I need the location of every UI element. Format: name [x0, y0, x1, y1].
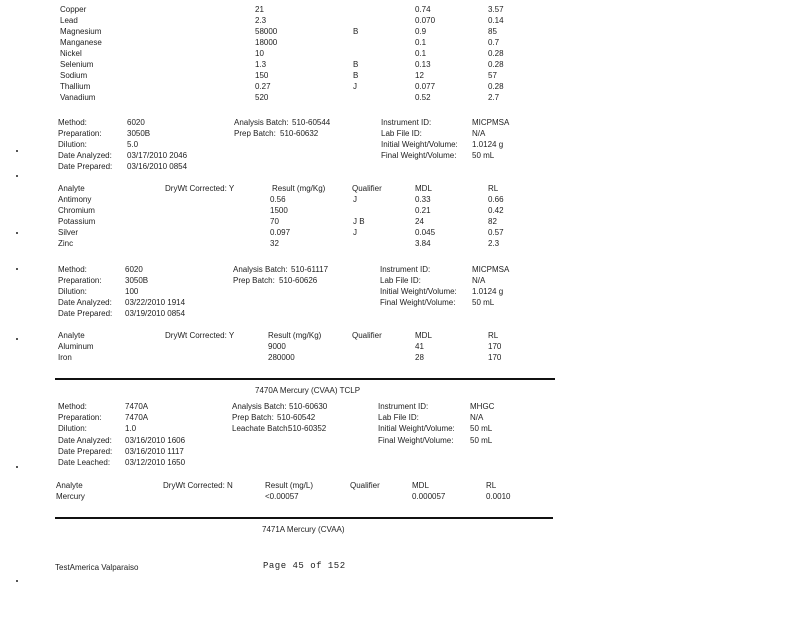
initial-weight-label: Initial Weight/Volume:: [378, 424, 455, 433]
analyte-name: Mercury: [56, 492, 85, 501]
date-prepared-value: 03/19/2010 0854: [125, 309, 186, 318]
analyte-name: Potassium: [58, 217, 96, 226]
prep-batch-value: 510-60626: [279, 276, 318, 285]
col-header-result: Result (mg/L): [265, 481, 314, 490]
rl-value: 57: [488, 71, 497, 80]
dilution-label: Dilution:: [58, 424, 87, 433]
initial-weight-value: 1.0124 g: [472, 287, 504, 296]
date-analyzed-label: Date Analyzed:: [58, 298, 112, 307]
col-header-rl: RL: [488, 331, 499, 340]
col-header-mdl: MDL: [415, 184, 432, 193]
lab-file-value: N/A: [472, 276, 486, 285]
preparation-label: Preparation:: [58, 413, 102, 422]
dilution-value: 1.0: [125, 424, 137, 433]
section-divider: [55, 517, 553, 519]
analyte-name: Silver: [58, 228, 79, 237]
result-value: 10: [255, 49, 264, 58]
col-header-drywt: DryWt Corrected: N: [163, 481, 233, 490]
method-value: 7470A: [125, 402, 149, 411]
method-value: 6020: [127, 118, 145, 127]
result-value: 70: [270, 217, 279, 226]
initial-weight-label: Initial Weight/Volume:: [380, 287, 457, 296]
leachate-batch-value: 510-60352: [288, 424, 327, 433]
rl-value: 0.28: [488, 60, 504, 69]
mdl-value: 0.9: [415, 27, 427, 36]
date-analyzed-value: 03/17/2010 2046: [127, 151, 188, 160]
leachate-batch-label: Leachate Batch:: [232, 424, 290, 433]
analyte-name: Antimony: [58, 195, 92, 204]
lab-file-label: Lab File ID:: [381, 129, 422, 138]
final-weight-value: 50 mL: [472, 298, 495, 307]
preparation-value: 3050B: [125, 276, 149, 285]
result-value: 0.097: [270, 228, 291, 237]
lab-file-value: N/A: [470, 413, 484, 422]
date-prepared-label: Date Prepared:: [58, 447, 113, 456]
mdl-value: 3.84: [415, 239, 431, 248]
result-value: <0.00057: [265, 492, 299, 501]
method-value: 6020: [125, 265, 143, 274]
rl-value: 82: [488, 217, 497, 226]
result-value: 1.3: [255, 60, 267, 69]
footer-company: TestAmerica Valparaiso: [55, 563, 139, 572]
qualifier-value: B: [353, 27, 359, 36]
mdl-value: 0.1: [415, 38, 427, 47]
date-leached-value: 03/12/2010 1650: [125, 458, 186, 467]
col-header-result: Result (mg/Kg): [272, 184, 326, 193]
analyte-name: Aluminum: [58, 342, 94, 351]
date-analyzed-value: 03/22/2010 1914: [125, 298, 186, 307]
col-header-mdl: MDL: [415, 331, 432, 340]
col-header-qualifier: Qualifier: [352, 184, 382, 193]
col-header-analyte: Analyte: [58, 184, 85, 193]
instrument-label: Instrument ID:: [378, 402, 429, 411]
initial-weight-value: 50 mL: [470, 424, 493, 433]
rl-value: 170: [488, 342, 502, 351]
date-prepared-value: 03/16/2010 0854: [127, 162, 188, 171]
final-weight-value: 50 mL: [470, 436, 493, 445]
qualifier-value: J B: [353, 217, 365, 226]
qualifier-value: J: [353, 82, 357, 91]
mdl-value: 24: [415, 217, 424, 226]
preparation-label: Preparation:: [58, 276, 102, 285]
date-prepared-label: Date Prepared:: [58, 309, 113, 318]
footer-page-number: Page 45 of 152: [263, 561, 346, 571]
result-value: 280000: [268, 353, 295, 362]
scan-speck: [16, 268, 18, 270]
rl-value: 2.7: [488, 93, 500, 102]
rl-value: 0.0010: [486, 492, 511, 501]
instrument-value: MICPMSA: [472, 118, 510, 127]
result-value: 0.56: [270, 195, 286, 204]
rl-value: 0.14: [488, 16, 504, 25]
date-analyzed-label: Date Analyzed:: [58, 436, 112, 445]
table-row: [60, 5, 86, 15]
analyte-name: Magnesium: [60, 27, 102, 36]
scan-speck: [16, 150, 18, 152]
preparation-label: Preparation:: [58, 129, 102, 138]
mdl-value: 0.74: [415, 5, 431, 14]
rl-value: 0.42: [488, 206, 504, 215]
mdl-value: 41: [415, 342, 424, 351]
result-value: 2.3: [255, 16, 267, 25]
result-value: 21: [255, 5, 264, 14]
scan-speck: [16, 232, 18, 234]
preparation-value: 3050B: [127, 129, 151, 138]
lab-file-label: Lab File ID:: [378, 413, 419, 422]
result-value: 0.27: [255, 82, 271, 91]
col-header-drywt: DryWt Corrected: Y: [165, 331, 235, 340]
mdl-value: 0.1: [415, 49, 427, 58]
analyte-name: Selenium: [60, 60, 94, 69]
scan-speck: [16, 580, 18, 582]
method-label: Method:: [58, 118, 87, 127]
rl-value: 170: [488, 353, 502, 362]
analysis-batch-label: Analysis Batch:: [233, 265, 288, 274]
prep-batch-label: Prep Batch:: [233, 276, 275, 285]
analyte-name: Zinc: [58, 239, 74, 248]
rl-value: 0.66: [488, 195, 504, 204]
dilution-label: Dilution:: [58, 140, 87, 149]
section-title-mercury-cvaa: 7471A Mercury (CVAA): [262, 525, 345, 534]
initial-weight-value: 1.0124 g: [472, 140, 504, 149]
date-analyzed-value: 03/16/2010 1606: [125, 436, 186, 445]
analyte-name: Lead: [60, 16, 78, 25]
lab-file-value: N/A: [472, 129, 486, 138]
analyte-name: Vanadium: [60, 93, 96, 102]
dilution-label: Dilution:: [58, 287, 87, 296]
qualifier-value: J: [353, 195, 357, 204]
mdl-value: 0.13: [415, 60, 431, 69]
result-value: 1500: [270, 206, 288, 215]
result-value: 520: [255, 93, 269, 102]
rl-value: 0.28: [488, 49, 504, 58]
analyte-name: Manganese: [60, 38, 102, 47]
instrument-value: MHGC: [470, 402, 495, 411]
lab-file-label: Lab File ID:: [380, 276, 421, 285]
rl-value: 85: [488, 27, 497, 36]
initial-weight-label: Initial Weight/Volume:: [381, 140, 458, 149]
analysis-batch-value: 510-60630: [289, 402, 328, 411]
instrument-label: Instrument ID:: [380, 265, 431, 274]
qualifier-value: B: [353, 60, 359, 69]
dilution-value: 100: [125, 287, 139, 296]
col-header-rl: RL: [486, 481, 497, 490]
analysis-batch-label: Analysis Batch:: [232, 402, 287, 411]
mdl-value: 28: [415, 353, 424, 362]
prep-batch-label: Prep Batch:: [234, 129, 276, 138]
mdl-value: 12: [415, 71, 424, 80]
date-prepared-label: Date Prepared:: [58, 162, 113, 171]
method-label: Method:: [58, 265, 87, 274]
result-value: 58000: [255, 27, 278, 36]
mdl-value: 0.52: [415, 93, 431, 102]
date-leached-label: Date Leached:: [58, 458, 111, 467]
col-header-analyte: Analyte: [58, 331, 85, 340]
scan-speck: [16, 466, 18, 468]
col-header-drywt: DryWt Corrected: Y: [165, 184, 235, 193]
analysis-batch-label: Analysis Batch:: [234, 118, 289, 127]
mdl-value: 0.045: [415, 228, 436, 237]
analysis-batch-value: 510-61117: [291, 265, 329, 274]
rl-value: 3.57: [488, 5, 504, 14]
mdl-value: 0.070: [415, 16, 436, 25]
final-weight-label: Final Weight/Volume:: [378, 436, 454, 445]
date-analyzed-label: Date Analyzed:: [58, 151, 112, 160]
rl-value: 0.28: [488, 82, 504, 91]
col-header-result: Result (mg/Kg): [268, 331, 322, 340]
col-header-mdl: MDL: [412, 481, 429, 490]
method-label: Method:: [58, 402, 87, 411]
scan-speck: [16, 175, 18, 177]
result-value: 9000: [268, 342, 286, 351]
qualifier-value: J: [353, 228, 357, 237]
section-title-mercury-tclp: 7470A Mercury (CVAA) TCLP: [255, 386, 361, 395]
analyte-name: Chromium: [58, 206, 95, 215]
instrument-value: MICPMSA: [472, 265, 510, 274]
mdl-value: 0.000057: [412, 492, 446, 501]
preparation-value: 7470A: [125, 413, 149, 422]
analyte-name: Copper: [60, 5, 87, 14]
instrument-label: Instrument ID:: [381, 118, 432, 127]
analyte-name: Sodium: [60, 71, 88, 80]
date-prepared-value: 03/16/2010 1117: [125, 447, 184, 456]
col-header-qualifier: Qualifier: [350, 481, 380, 490]
qualifier-value: B: [353, 71, 359, 80]
scan-speck: [16, 338, 18, 340]
mdl-value: 0.33: [415, 195, 431, 204]
rl-value: 0.57: [488, 228, 504, 237]
mdl-value: 0.21: [415, 206, 431, 215]
col-header-rl: RL: [488, 184, 499, 193]
prep-batch-value: 510-60542: [277, 413, 316, 422]
section-divider: [55, 378, 555, 380]
analyte-name: Thallium: [60, 82, 91, 91]
analyte-name: Nickel: [60, 49, 82, 58]
analyte-name: Iron: [58, 353, 72, 362]
col-header-analyte: Analyte: [56, 481, 83, 490]
result-value: 150: [255, 71, 269, 80]
result-value: 32: [270, 239, 279, 248]
final-weight-label: Final Weight/Volume:: [381, 151, 457, 160]
analysis-batch-value: 510-60544: [292, 118, 331, 127]
final-weight-value: 50 mL: [472, 151, 495, 160]
col-header-qualifier: Qualifier: [352, 331, 382, 340]
rl-value: 0.7: [488, 38, 500, 47]
dilution-value: 5.0: [127, 140, 139, 149]
result-value: 18000: [255, 38, 278, 47]
rl-value: 2.3: [488, 239, 500, 248]
final-weight-label: Final Weight/Volume:: [380, 298, 456, 307]
mdl-value: 0.077: [415, 82, 436, 91]
prep-batch-label: Prep Batch:: [232, 413, 274, 422]
prep-batch-value: 510-60632: [280, 129, 319, 138]
